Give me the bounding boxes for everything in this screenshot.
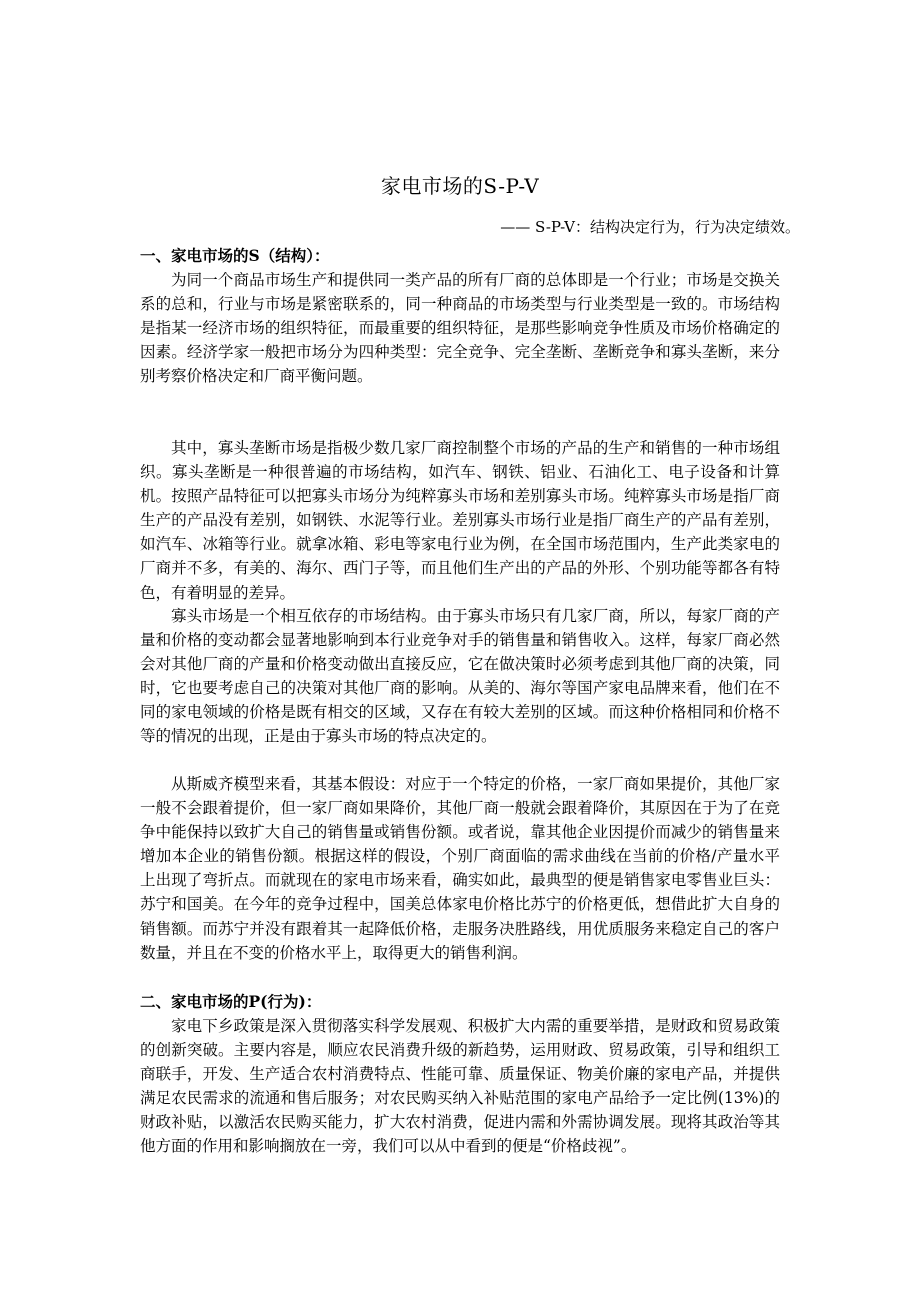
paragraph: 从斯威齐模型来看，其基本假设：对应于一个特定的价格，一家厂商如果提价，其他厂家一般不会跟着提价，但一家厂商如果降价，其他厂商一般就会跟着降价，其原因在于为了在竞争中能保持以致扩大自己的销售量或销售份额。或者说，靠其他企业因提价而减少的销售量来增加本企业的销售份额。根据这样的假设，个别厂商面临的需求曲线在当前的价格/产量水平上出现了弯折点。而就现在的家电市场来看，确实如此，最典型的便是销售家电零售业巨头：苏宁和国美。在今年的竞争过程中，国美总体家电价格比苏宁的价格更低，想借此扩大自身的销售额。而苏宁并没有跟着其一起降低价格，走服务决胜路线，用优质服务来稳定自己的客户数量，并且在不变的价格水平上，取得更大的销售利润。 xyxy=(140,775,780,962)
section-heading-conduct: 二、家电市场的P(行为)： xyxy=(140,992,322,1011)
paragraph: 其中，寡头垄断市场是指极少数几家厂商控制整个市场的产品的生产和销售的一种市场组织。寡头垄断是一种很普遍的市场结构，如汽车、钢铁、铝业、石油化工、电子设备和计算机。按照产品特征可以把寡头市场分为纯粹寡头市场和差别寡头市场。纯粹寡头市场是指厂商生产的产品没有差别，如钢铁、水泥等行业。差别寡头市场行业是指厂商生产的产品有差别，如汽车、冰箱等行业。就拿冰箱、彩电等家电行业为例，在全国市场范围内，生产此类家电的厂商并不多，有美的、海尔、西门子等，而且他们生产出的产品的外形、个别功能等都各有特色，有着明显的差异。 xyxy=(140,439,780,602)
paragraph: 寡头市场是一个相互依存的市场结构。由于寡头市场只有几家厂商，所以，每家厂商的产量和价格的变动都会显著地影响到本行业竞争对手的销售量和销售收入。这样，每家厂商必然会对其他厂商的产量和价格变动做出直接反应，它在做决策时必须考虑到其他厂商的决策，同时，它也要考虑自己的决策对其他厂商的影响。从美的、海尔等国产家电品牌来看，他们在不同的家电领域的价格是既有相交的区域，又存在有较大差别的区域。而这种价格相同和价格不等的情况的出现，正是由于寡头市场的特点决定的。 xyxy=(140,607,780,746)
document-subtitle: —— S-P-V：结构决定行为，行为决定绩效。 xyxy=(500,218,800,236)
paragraph: 为同一个商品市场生产和提供同一类产品的所有厂商的总体即是一个行业；市场是交换关系的总和，行业与市场是紧密联系的，同一种商品的市场类型与行业类型是一致的。市场结构是指某一经济市场的组织特征，而最重要的组织特征，是那些影响竞争性质及市场价格确定的因素。经济学家一般把市场分为四种类型：完全竞争、完全垄断、垄断竞争和寡头垄断，来分别考察价格决定和厂商平衡问题。 xyxy=(140,271,780,386)
document-title: 家电市场的S-P-V xyxy=(380,174,540,198)
paragraph: 家电下乡政策是深入贯彻落实科学发展观、积极扩大内需的重要举措，是财政和贸易政策的创新突破。主要内容是，顺应农民消费升级的新趋势，运用财政、贸易政策，引导和组织工商联手，开发、生产适合农村消费特点、性能可靠、质量保证、物美价廉的家电产品，并提供满足农民需求的流通和售后服务；对农民购买纳入补贴范围的家电产品给予一定比例(13%)的财政补贴，以激活农民购买能力，扩大农村消费，促进内需和外需协调发展。现将其政治等其他方面的作用和影响搁放在一旁，我们可以从中看到的便是“价格歧视”。 xyxy=(140,1017,780,1156)
section-heading-structure: 一、家电市场的S（结构）： xyxy=(140,246,330,265)
